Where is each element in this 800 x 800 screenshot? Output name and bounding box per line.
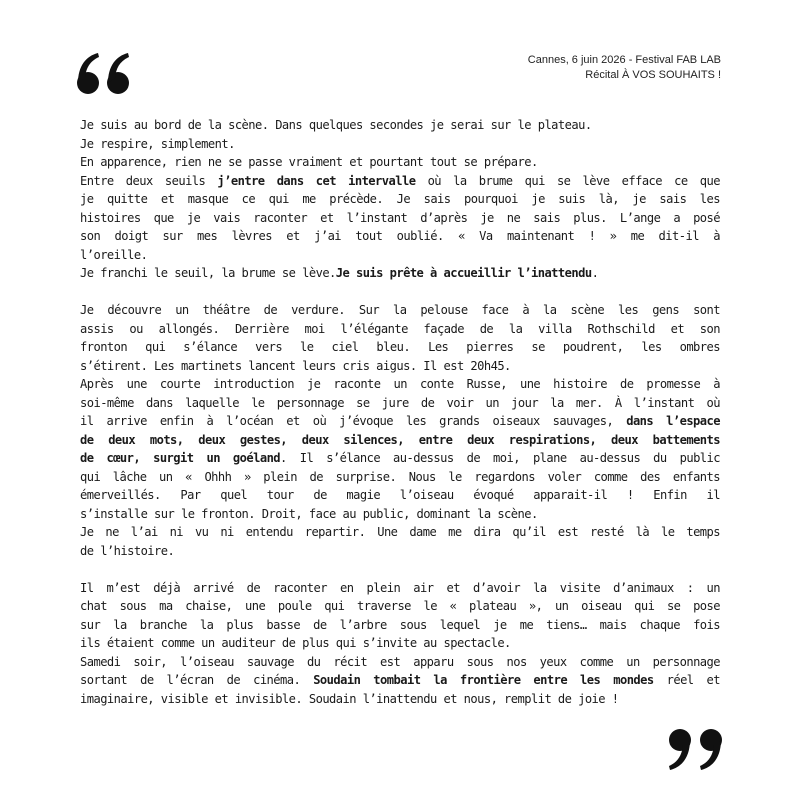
paragraph-2 xyxy=(80,301,720,560)
text-run: fronton qui s’élance vers le ciel bleu. Les pierres se poudrent, les ombres xyxy=(80,340,720,354)
text-line xyxy=(80,505,720,524)
text-run: Entre deux seuils xyxy=(80,173,218,188)
text-run: Samedi soir, l’oiseau sauvage du récit est apparu sous nos yeux comme un personnage xyxy=(80,654,720,669)
text-line xyxy=(80,153,720,172)
text-run: . xyxy=(591,266,599,280)
text-line xyxy=(80,486,720,505)
text-line xyxy=(80,116,720,135)
closing-quote-icon xyxy=(668,728,724,772)
text-line xyxy=(80,690,720,709)
text-run: l’oreille. xyxy=(80,247,148,262)
text-line xyxy=(80,653,720,672)
text-line xyxy=(80,579,720,598)
story-text xyxy=(80,116,720,708)
text-line xyxy=(80,394,720,413)
text-run: . Il s’élance au-dessus de moi, plane au-dessus du public xyxy=(280,451,720,465)
header-recital-title: Récital À VOS SOUHAITS ! xyxy=(585,69,721,81)
text-run: Je découvre un théâtre de verdure. Sur la pelouse face à la scène les gens sont xyxy=(80,303,720,317)
text-line xyxy=(80,301,720,320)
text-line xyxy=(80,542,720,561)
opening-quote-icon xyxy=(76,52,132,96)
bold-text: de cœur, surgit un goéland xyxy=(80,451,281,465)
text-line xyxy=(80,135,720,154)
text-line xyxy=(80,431,720,450)
text-run: s’installe sur le fronton. Droit, face au public, dominant la scène. xyxy=(80,506,538,521)
text-line xyxy=(80,338,720,357)
text-line xyxy=(80,523,720,542)
text-run: il arrive enfin à l’océan et où j’évoque les grands oiseaux sauvages, xyxy=(80,414,627,428)
text-line xyxy=(80,209,720,228)
text-line xyxy=(80,468,720,487)
text-line xyxy=(80,227,720,246)
text-run: de l’histoire. xyxy=(80,543,175,558)
text-run: Après une courte introduction je raconte un conte Russe, une histoire de promesse à xyxy=(80,377,720,391)
text-run: où la brume qui se lève efface ce que xyxy=(415,173,720,188)
text-run: Il m’est déjà arrivé de raconter en plein air et d’avoir la visite d’animaux : un xyxy=(80,580,720,595)
text-line xyxy=(80,671,720,690)
text-run: réel et xyxy=(653,673,720,687)
text-line xyxy=(80,449,720,468)
paragraph-3 xyxy=(80,579,720,709)
text-run: Je respire, simplement. xyxy=(80,136,235,151)
text-run: s’étirent. Les martinets lancent leurs cris aigus. Il est 20h45. xyxy=(80,358,511,373)
text-line xyxy=(80,412,720,431)
bold-text: de deux mots, deux gestes, deux silences, entre deux respirations, deux battements xyxy=(80,432,720,447)
text-run: En apparence, rien ne se passe vraiment et pourtant tout se prépare. xyxy=(80,155,538,169)
text-run: qui lâche un « Ohhh » plein de surprise. Nous le regardons voler comme des enfants xyxy=(80,469,720,484)
text-line xyxy=(80,357,720,376)
text-run: Je suis au bord de la scène. Dans quelques secondes je serai sur le plateau. xyxy=(80,118,592,132)
text-run: sur la branche la plus basse de l’arbre sous lequel je me tiens… mais chaque fois xyxy=(80,617,720,632)
text-run: émerveillés. Par quel tour de magie l’oiseau évoqué apparait-il ! Enfin il xyxy=(80,488,720,502)
text-run: assis ou allongés. Derrière moi l’élégante façade de la villa Rothschild et son xyxy=(80,321,720,336)
bold-text: Soudain tombait la frontière entre les mondes xyxy=(313,673,654,687)
text-run: ils étaient comme un auditeur de plus qui s’invite au spectacle. xyxy=(80,636,511,650)
text-run: histoires que je vais raconter et l’instant d’après je ne sais plus. L’ange a posé xyxy=(80,210,720,225)
text-line xyxy=(80,634,720,653)
text-line xyxy=(80,597,720,616)
paragraph-1 xyxy=(80,116,720,283)
text-run: soi-même dans laquelle le personnage se jure de voir un jour la mer. À l’instant où xyxy=(80,395,720,410)
text-run: Je franchi le seuil, la brume se lève. xyxy=(80,266,336,280)
text-run: chat sous ma chaise, une poule qui traverse le « plateau », un oiseau qui se pose xyxy=(80,599,720,613)
text-run: Je ne l’ai ni vu ni entendu repartir. Une dame me dira qu’il est resté là le temps xyxy=(80,525,720,539)
text-line xyxy=(80,264,720,283)
text-line xyxy=(80,246,720,265)
text-run: son doigt sur mes lèvres et j’ai tout oublié. « Va maintenant ! » me dit-il à xyxy=(80,229,720,243)
text-run: imaginaire, visible et invisible. Soudain l’inattendu et nous, remplit de joie ! xyxy=(80,691,619,706)
bold-text: j’entre dans cet intervalle xyxy=(217,173,416,188)
text-line xyxy=(80,616,720,635)
header-date-event: Cannes, 6 juin 2026 - Festival FAB LAB xyxy=(527,54,721,66)
bold-text: Je suis prête à accueillir l’inattendu xyxy=(335,266,592,280)
header xyxy=(528,53,721,83)
text-line xyxy=(80,375,720,394)
text-line xyxy=(80,320,720,339)
text-run: sortant de l’écran de cinéma. xyxy=(80,673,314,687)
text-line xyxy=(80,172,720,191)
text-run: je quitte et masque ce qui me précède. Je sais pourquoi je suis là, je sais les xyxy=(80,192,720,206)
text-line xyxy=(80,190,720,209)
bold-text: dans l’espace xyxy=(626,414,720,428)
